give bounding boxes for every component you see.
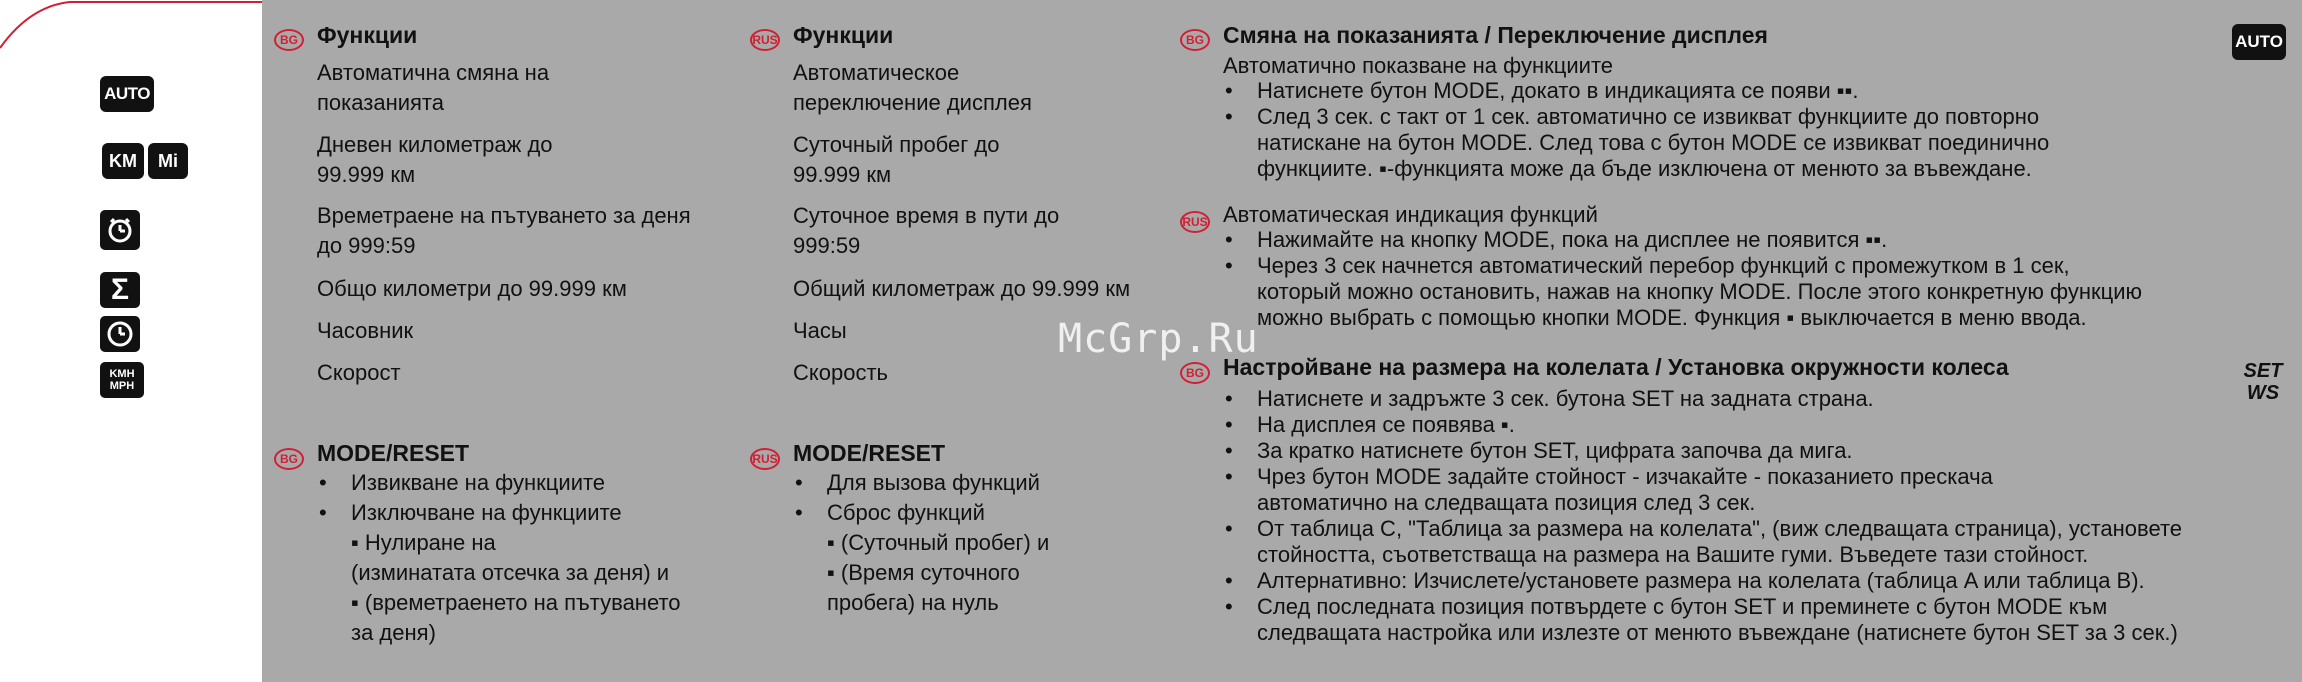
auto-icon: AUTO [100, 76, 154, 112]
col2-item-1: Автоматическое переключение дисплея [793, 60, 1032, 115]
rus-badge: RUS [750, 29, 780, 51]
kmh-label: KMH [109, 368, 135, 380]
watermark: McGrp.Ru [1058, 316, 1259, 362]
col3-bg-list [1223, 78, 2233, 182]
list-item: • Алтернативно: Изчислете/установете размера на колелата (таблица A или таблица B). [1223, 568, 2283, 594]
auto-icon: AUTO [2232, 24, 2286, 60]
col1-mode-list [317, 468, 747, 648]
list-item: • След последната позиция потвърдете с бутон SET и преминете с бутон MODE към следващата настройка или излезте от менюто въвеждане (натиснете бутон SET за 3 сек.) [1223, 594, 2283, 646]
col1-title: Функции [317, 22, 418, 48]
list-item: • За кратко натиснете бутон SET, цифрата започва да мига. [1223, 438, 2283, 464]
bg-badge: BG [1180, 362, 1210, 384]
col3-wheel-list [1223, 386, 2283, 646]
list-item: • Натиснете бутон MODE, докато в индикацията се появи ▪▪. [1223, 78, 2233, 104]
mph-label: MPH [109, 380, 135, 392]
rus-badge: RUS [750, 448, 780, 470]
list-item: • Через 3 сек начнется автоматический перебор функций с промежутком в 1 сек, который можно остановить, нажав на кнопку MODE. После этого конкретную функцию можно выбрать с помощью кнопки MODE. Функция ▪ выключается в меню ввода. [1223, 253, 2263, 331]
col2-item-5: Часы [793, 318, 847, 343]
col1-item-3: Времетраене на пътуването за деня до 999:59 [317, 203, 691, 258]
bg-badge: BG [274, 29, 304, 51]
col1-item-6: Скорост [317, 360, 401, 385]
rus-badge: RUS [1180, 211, 1210, 233]
list-item: • От таблица С, "Таблица за размера на колелата", (виж следващата страница), установете стойността, съответстваща на размера на Вашите гуми. Въведете тази стойност. [1223, 516, 2283, 568]
list-item: • Извикване на функциите [317, 468, 747, 498]
km-icon: KM [102, 143, 144, 179]
bg-badge: BG [1180, 29, 1210, 51]
col2-item-4: Общий километраж до 99.999 км [793, 276, 1131, 301]
list-item: • След 3 сек. с такт от 1 сек. автоматично се извикват функциите до повторно натискане на бутон MODE. След това с бутон MODE се извикват поединично функциите. ▪-функцията може да бъде изключена от менюто за въвеждане. [1223, 104, 2233, 182]
col2-mode-title: MODE/RESET [793, 440, 946, 466]
bg-badge: BG [274, 448, 304, 470]
col2-item-6: Скорость [793, 360, 889, 385]
col3-wheel-title: Настройване на размера на колелата / Установка окружности колеса [1223, 354, 2009, 380]
list-item: • На дисплея се появява ▪. [1223, 412, 2283, 438]
set-label: SET [2243, 360, 2283, 382]
col3-rus-subtitle: Автоматическая индикация функций [1223, 202, 1598, 227]
list-item: • Сброс функций ▪ (Суточный пробег) и ▪ (Время суточного пробега) на нуль [793, 498, 1193, 618]
col2-item-2: Суточный пробег до 99.999 км [793, 132, 1000, 187]
sigma-icon: Σ [100, 272, 140, 308]
col1-item-2: Дневен километраж до 99.999 км [317, 132, 553, 187]
col3-rus-list [1223, 227, 2263, 331]
icon-legend-panel [0, 0, 262, 682]
col2-item-3: Суточное время в пути до 999:59 [793, 203, 1060, 258]
clock-icon [100, 316, 140, 352]
list-item: • Для вызова функций [793, 468, 1193, 498]
list-item: • Изключване на функциите ▪ Нулиране на (изминатата отсечка за деня) и ▪ (времетраенето на пътуването за деня) [317, 498, 747, 648]
list-item: • Натиснете и задръжте 3 сек. бутона SET на задната страна. [1223, 386, 2283, 412]
mi-icon: Mi [148, 143, 188, 179]
page-corner-curve [0, 0, 262, 60]
list-item: • Нажимайте на кнопку MODE, пока на дисплее не появится ▪▪. [1223, 227, 2263, 253]
col1-item-5: Часовник [317, 318, 414, 343]
col3-title: Смяна на показанията / Переключение дисплея [1223, 22, 1768, 48]
col2-mode-list [793, 468, 1193, 618]
ws-label: WS [2246, 382, 2280, 404]
col1-mode-title: MODE/RESET [317, 440, 470, 466]
col1-item-4: Общо километри до 99.999 км [317, 276, 627, 301]
stopwatch-icon [100, 210, 140, 250]
list-item: • Чрез бутон MODE задайте стойност - изчакайте - показанието прескача автоматично на следващата позиция след 3 сек. [1223, 464, 2283, 516]
col2-title: Функции [793, 22, 894, 48]
col3-bg-subtitle: Автоматично показване на функциите [1223, 53, 1614, 78]
col1-item-1: Автоматична смяна на показанията [317, 60, 550, 115]
speed-unit-icon [100, 362, 144, 398]
